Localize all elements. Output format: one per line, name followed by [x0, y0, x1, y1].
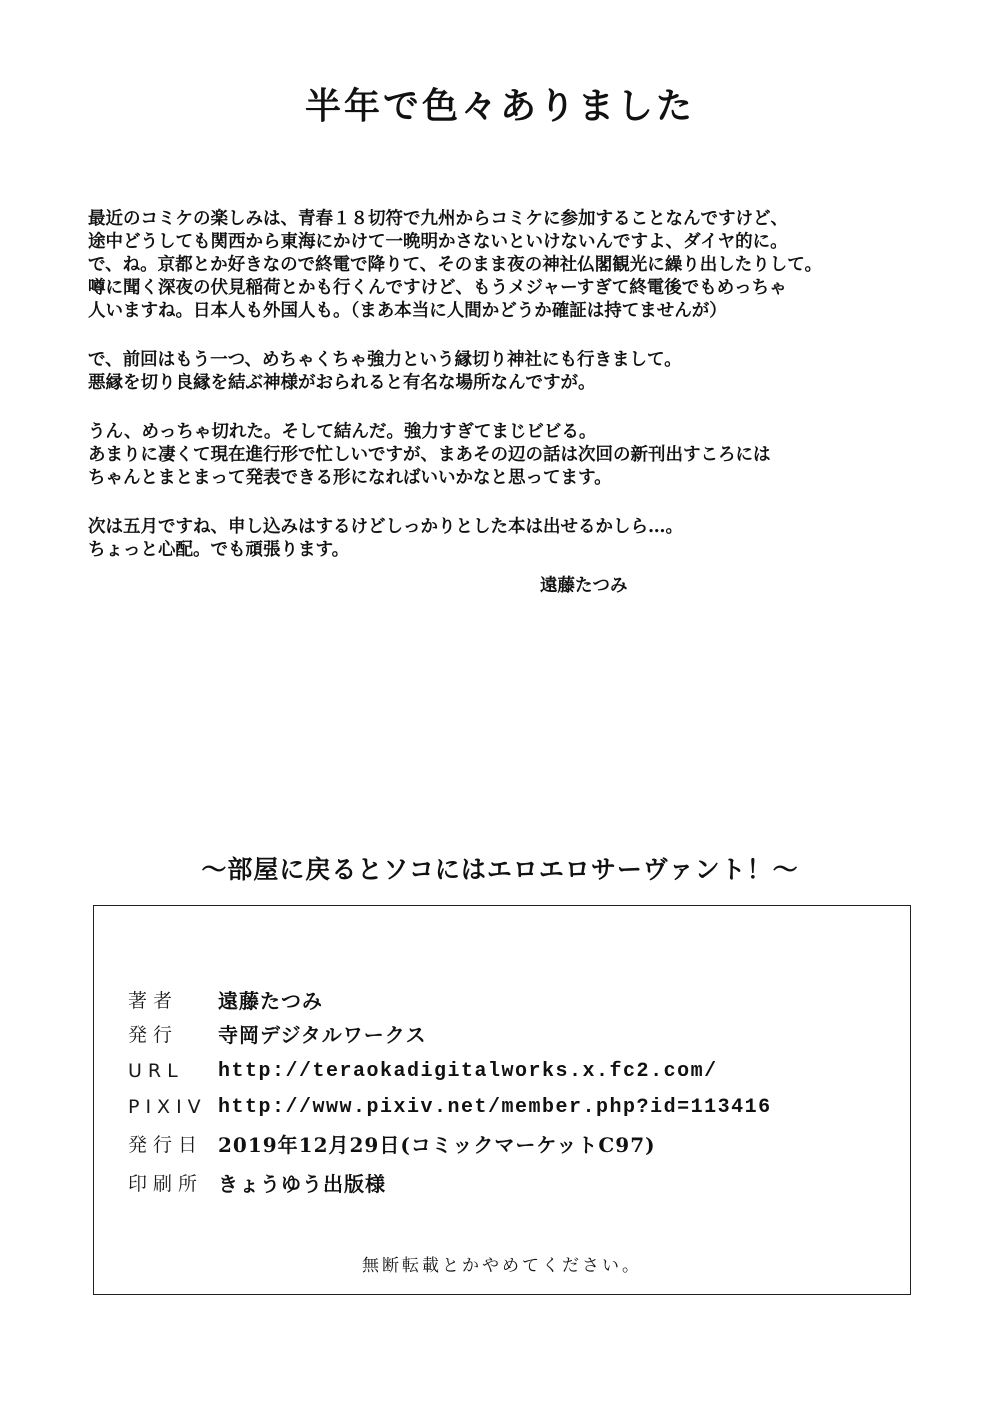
- text-line: ちゃんとまとまって発表できる形になればいいかなと思ってます。: [88, 468, 612, 488]
- text-line: 噂に聞く深夜の伏見稲荷とかも行くんですけど、もうメジャーすぎて終電後でもめっちゃ: [88, 278, 787, 298]
- text-line: 次は五月ですね、申し込みはするけどしっかりとした本は出せるかしら…。: [88, 517, 683, 537]
- text-line: あまりに凄くて現在進行形で忙しいですが、まあその辺の話は次回の新刊出すころには: [88, 445, 771, 465]
- author-signature: 遠藤たつみ: [540, 576, 628, 596]
- printer-label: 印刷所: [128, 1172, 204, 1195]
- pixiv-label: PIXIV: [128, 1096, 207, 1118]
- author-value: 遠藤たつみ: [218, 988, 323, 1013]
- colophon-row-publisher: [128, 1018, 427, 1048]
- colophon-box: [93, 905, 911, 1295]
- url-value: http://teraokadigitalworks.x.fc2.com/: [218, 1059, 718, 1083]
- text-line: で、前回はもう一つ、めちゃくちゃ強力という縁切り神社にも行きまして。: [88, 350, 682, 370]
- afterword-text: [88, 208, 918, 588]
- page-title: 半年で色々ありました: [304, 85, 695, 127]
- url-label: URL: [128, 1060, 184, 1082]
- text-line: で、ね。京都とか好きなので終電で降りて、そのまま夜の神社仏閣観光に繰り出したりして。: [88, 255, 822, 275]
- paragraph-2: [88, 349, 918, 395]
- book-title: ～部屋に戻るとソコにはエロエロサーヴァント！～: [201, 855, 799, 884]
- paragraph-3: [88, 421, 918, 490]
- colophon-row-printer: [128, 1167, 386, 1197]
- text-line: 悪縁を切り良縁を結ぶ神様がおられると有名な場所なんですが。: [88, 373, 596, 393]
- copyright-notice: 無断転載とかやめてください。: [362, 1256, 642, 1276]
- text-line: うん、めっちゃ切れた。そして結んだ。強力すぎてまじビビる。: [88, 422, 597, 442]
- paragraph-1: [88, 208, 918, 323]
- publisher-label: 発行: [128, 1023, 179, 1046]
- pixiv-value: http://www.pixiv.net/member.php?id=113416: [218, 1095, 772, 1119]
- text-line: ちょっと心配。でも頑張ります。: [88, 540, 350, 560]
- colophon-row-author: [128, 984, 323, 1014]
- text-line: 途中どうしても関西から東海にかけて一晩明かさないといけないんですよ、ダイヤ的に。: [88, 232, 788, 252]
- publisher-value: 寺岡デジタルワークス: [218, 1022, 427, 1047]
- author-label: 著者: [128, 989, 179, 1012]
- printer-value: きょうゆう出版様: [218, 1171, 386, 1196]
- paragraph-4: [88, 516, 918, 562]
- text-line: 最近のコミケの楽しみは、青春１８切符で九州からコミケに参加することなんですけど、: [88, 209, 788, 229]
- date-label: 発行日: [128, 1133, 204, 1156]
- colophon-row-url: [128, 1056, 718, 1086]
- date-value: 2019年12月29日(コミックマーケットC97): [218, 1132, 656, 1157]
- text-line: 人いますね。日本人も外国人も。（まあ本当に人間かどうか確証は持てませんが）: [88, 301, 727, 321]
- colophon-row-date: [128, 1128, 656, 1158]
- colophon-row-pixiv: [128, 1092, 772, 1122]
